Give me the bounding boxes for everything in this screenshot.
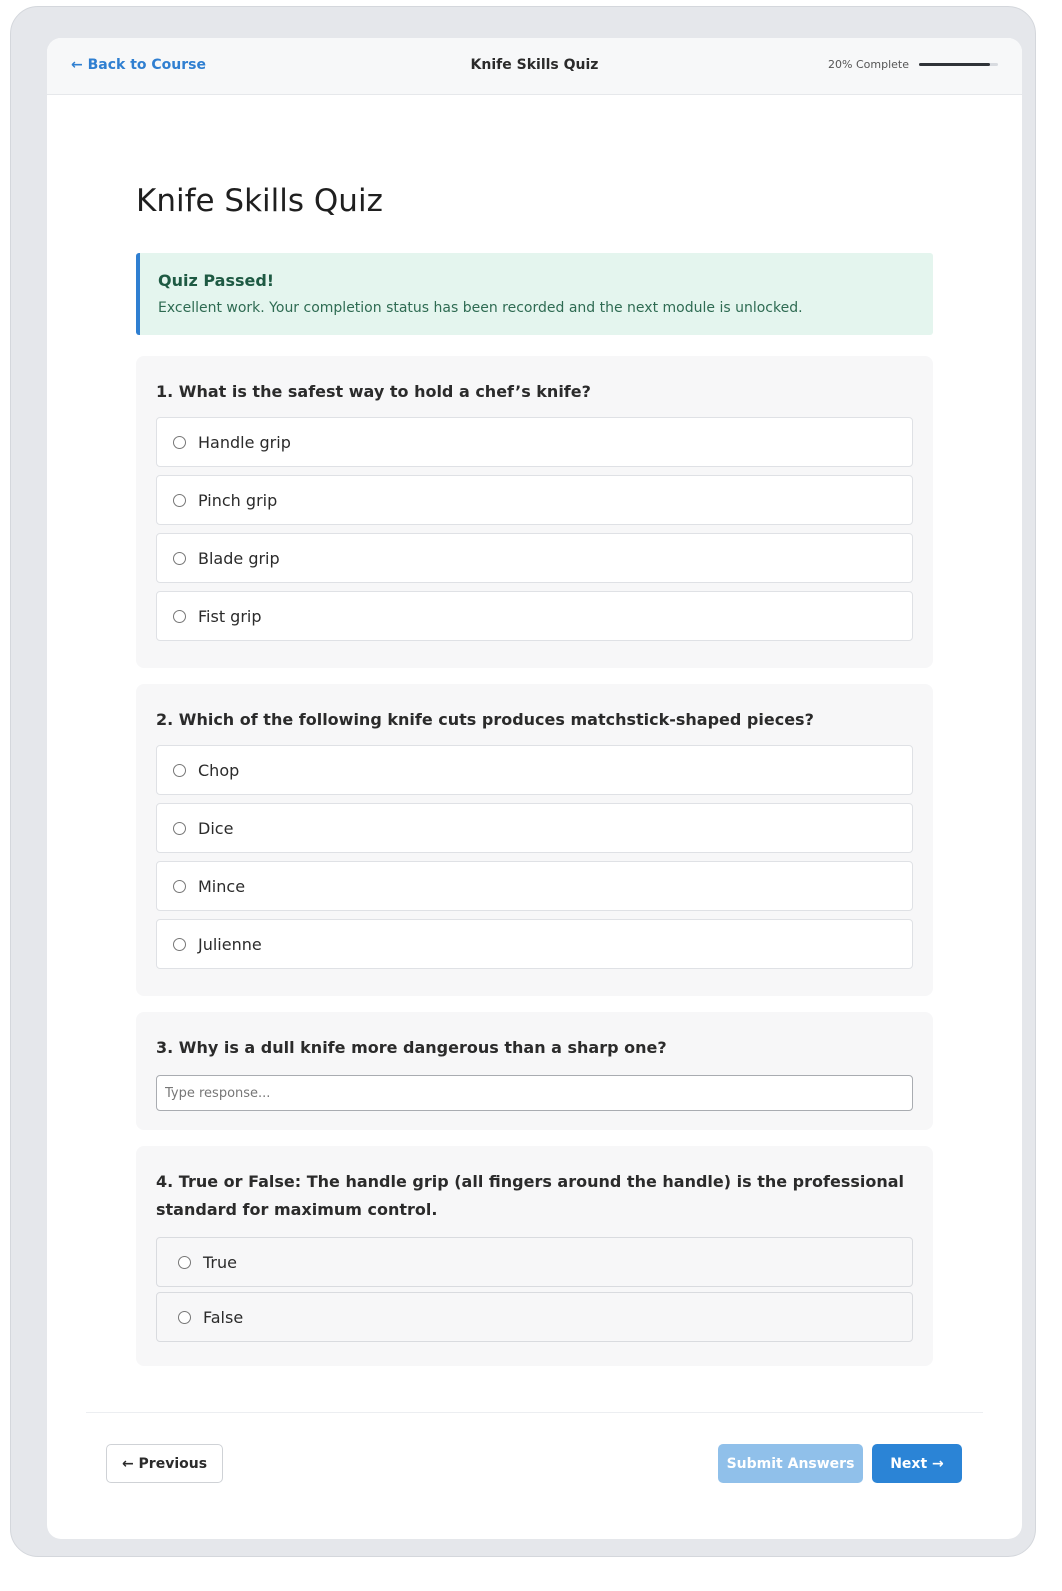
progress-label: 20% Complete bbox=[828, 58, 909, 71]
question-text bbox=[156, 706, 913, 734]
quiz-content bbox=[136, 95, 933, 1366]
question-number: 2. bbox=[156, 710, 174, 729]
footer-divider bbox=[86, 1412, 983, 1413]
option-label: Fist grip bbox=[198, 606, 262, 626]
quiz-passed-alert bbox=[136, 253, 933, 335]
device-frame bbox=[10, 6, 1036, 1557]
question-2 bbox=[136, 684, 933, 996]
question-3 bbox=[136, 1012, 933, 1130]
radio-button[interactable] bbox=[173, 822, 186, 835]
question-prompt: True or False: The handle grip (all fingers around the handle) is the professional standard for maximum control. bbox=[156, 1172, 905, 1219]
question-number: 1. bbox=[156, 382, 174, 401]
previous-button[interactable]: ← Previous bbox=[106, 1444, 223, 1483]
answer-options bbox=[156, 745, 913, 969]
option-label: False bbox=[203, 1307, 244, 1327]
radio-button[interactable] bbox=[173, 880, 186, 893]
progress-indicator bbox=[828, 58, 998, 71]
answer-option[interactable] bbox=[156, 861, 913, 911]
answer-option[interactable] bbox=[156, 475, 913, 525]
answer-option-true[interactable] bbox=[156, 1237, 913, 1287]
question-number: 3. bbox=[156, 1038, 174, 1057]
radio-button[interactable] bbox=[173, 764, 186, 777]
answer-options bbox=[156, 1237, 913, 1342]
page-title: Knife Skills Quiz bbox=[136, 183, 383, 219]
answer-option[interactable] bbox=[156, 591, 913, 641]
question-1 bbox=[136, 356, 933, 668]
question-prompt: Which of the following knife cuts produces matchstick-shaped pieces? bbox=[178, 710, 814, 729]
answer-option-false[interactable] bbox=[156, 1292, 913, 1342]
next-button[interactable]: Next → bbox=[872, 1444, 962, 1483]
progress-bar bbox=[919, 63, 998, 66]
radio-button[interactable] bbox=[173, 610, 186, 623]
radio-button[interactable] bbox=[178, 1256, 191, 1269]
question-text bbox=[156, 1168, 913, 1224]
radio-button[interactable] bbox=[173, 436, 186, 449]
back-to-course-link[interactable]: ← Back to Course bbox=[71, 57, 206, 73]
question-prompt: Why is a dull knife more dangerous than a sharp one? bbox=[178, 1038, 667, 1057]
alert-title: Quiz Passed! bbox=[158, 271, 275, 290]
option-label: Dice bbox=[198, 818, 234, 838]
question-text bbox=[156, 378, 913, 406]
answer-option[interactable] bbox=[156, 417, 913, 467]
answer-option[interactable] bbox=[156, 919, 913, 969]
question-number: 4. bbox=[156, 1172, 174, 1191]
question-4 bbox=[136, 1146, 933, 1366]
question-prompt: What is the safest way to hold a chef’s knife? bbox=[178, 382, 591, 401]
radio-button[interactable] bbox=[178, 1311, 191, 1324]
radio-button[interactable] bbox=[173, 552, 186, 565]
answer-options bbox=[156, 417, 913, 641]
option-label: True bbox=[203, 1252, 237, 1272]
response-input[interactable] bbox=[156, 1075, 913, 1111]
option-label: Chop bbox=[198, 760, 240, 780]
alert-message: Excellent work. Your completion status has been recorded and the next module is unlocked. bbox=[158, 300, 803, 316]
radio-button[interactable] bbox=[173, 494, 186, 507]
app-screen bbox=[47, 38, 1022, 1539]
option-label: Handle grip bbox=[198, 432, 291, 452]
answer-option[interactable] bbox=[156, 533, 913, 583]
submit-answers-button[interactable]: Submit Answers bbox=[718, 1444, 863, 1483]
radio-button[interactable] bbox=[173, 938, 186, 951]
top-bar bbox=[47, 38, 1022, 95]
answer-option[interactable] bbox=[156, 745, 913, 795]
option-label: Mince bbox=[198, 876, 246, 896]
answer-option[interactable] bbox=[156, 803, 913, 853]
progress-bar-fill bbox=[919, 63, 990, 66]
option-label: Pinch grip bbox=[198, 490, 278, 510]
question-text bbox=[156, 1034, 913, 1062]
header-title: Knife Skills Quiz bbox=[470, 57, 599, 73]
option-label: Blade grip bbox=[198, 548, 280, 568]
option-label: Julienne bbox=[198, 934, 262, 954]
